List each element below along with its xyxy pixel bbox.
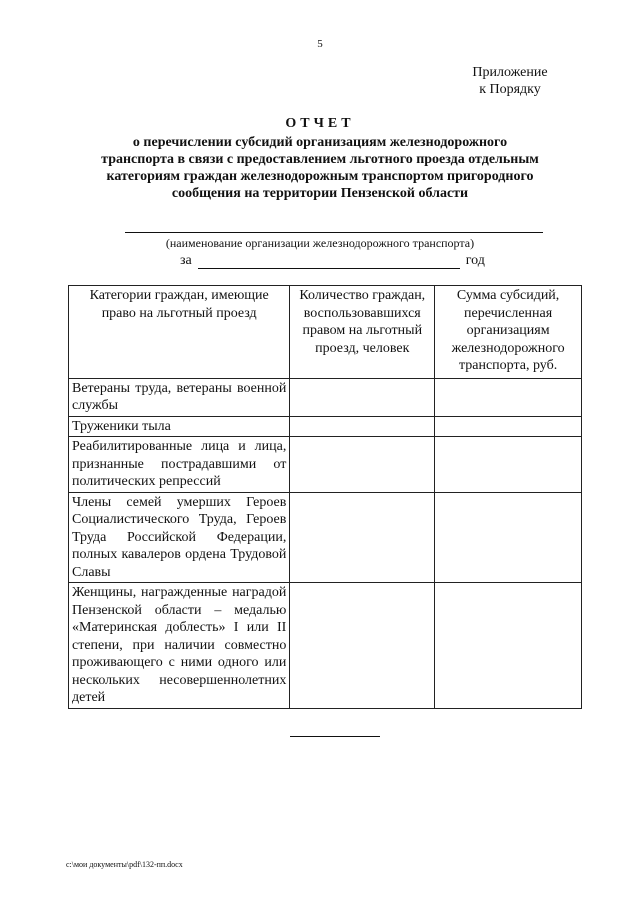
header-count: Количество граждан, воспользовавшихся правом на льготный проезд, человек <box>290 286 435 379</box>
table-row <box>69 437 582 493</box>
category-cell: Женщины, награжденные наградой Пензенской области – медалью «Материнская доблесть» I или II степени, при наличии совместно проживающего с ними одного или нескольких несовершеннолетних детей <box>69 583 290 709</box>
sum-cell <box>435 378 582 416</box>
report-table <box>68 285 582 709</box>
page-number: 5 <box>317 38 323 50</box>
table-row <box>69 583 582 709</box>
count-cell <box>290 437 435 493</box>
header-subsidy-sum: Сумма субсидий, перечисленная организациям железнодорожного транспорта, руб. <box>435 286 582 379</box>
count-cell <box>290 492 435 583</box>
appendix-note <box>450 64 570 98</box>
report-title: ОТЧЕТ <box>285 116 355 131</box>
category-cell: Ветераны труда, ветераны военной службы <box>69 378 290 416</box>
period-line <box>180 253 485 269</box>
organization-caption: (наименование организации железнодорожного транспорта) <box>165 236 475 250</box>
sum-cell <box>435 492 582 583</box>
count-cell <box>290 416 435 437</box>
table-row <box>69 416 582 437</box>
category-cell: Труженики тыла <box>69 416 290 437</box>
appendix-line-2: к Порядку <box>479 82 541 97</box>
sum-cell <box>435 583 582 709</box>
footer-file-path: c:\мои документы\pdf\132-пп.docx <box>66 860 183 869</box>
period-prefix: за <box>180 253 192 268</box>
organization-name-line <box>125 232 543 233</box>
category-cell: Члены семей умерших Героев Социалистического Труда, Героев Труда Российской Федерации, полных кавалеров ордена Трудовой Славы <box>69 492 290 583</box>
count-cell <box>290 378 435 416</box>
report-subtitle: о перечислении субсидий организациям железнодорожного транспорта в связи с предоставлением льготного проезда отдельным категориям граждан железнодорожным транспортом пригородного сообщения на территории Пензенской области <box>101 135 539 201</box>
table-row <box>69 378 582 416</box>
sum-cell <box>435 437 582 493</box>
appendix-line-1: Приложение <box>472 65 548 80</box>
end-divider <box>290 736 380 737</box>
period-suffix: год <box>465 253 485 268</box>
category-cell: Реабилитированные лица и лица, признанные пострадавшими от политических репрессий <box>69 437 290 493</box>
header-categories: Категории граждан, имеющие право на льготный проезд <box>69 286 290 379</box>
sum-cell <box>435 416 582 437</box>
table-header-row <box>69 286 582 379</box>
table-row <box>69 492 582 583</box>
period-blank-field <box>198 255 460 269</box>
count-cell <box>290 583 435 709</box>
